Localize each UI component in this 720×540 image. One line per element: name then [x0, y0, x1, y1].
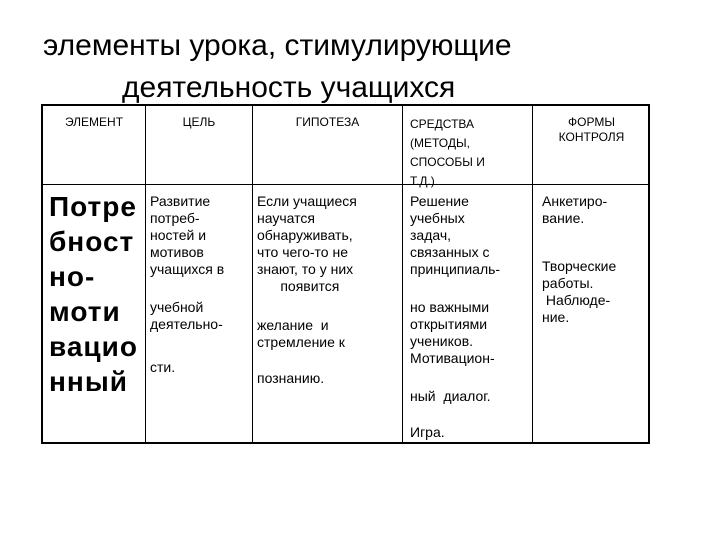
means-text-3: ный диалог. [410, 388, 491, 404]
control-text-2: Творческие работы. Наблюде- ние. [542, 258, 617, 325]
lesson-elements-table [41, 104, 650, 444]
column-divider [402, 106, 403, 442]
column-divider [145, 106, 146, 442]
header-goal: ЦЕЛЬ [182, 115, 216, 129]
header-control: ФОРМЫ КОНТРОЛЯ [558, 115, 625, 144]
page-title-line-1: элементы урока, стимулирующие [43, 29, 512, 62]
column-divider [252, 106, 253, 442]
goal-text-3: сти. [150, 359, 176, 375]
hypothesis-text-2: желание и стремление к [257, 317, 345, 350]
element-name: Потре бност но- моти вацио нный [49, 191, 138, 397]
goal-text-2: учебной деятельно- [150, 299, 223, 332]
header-means: СРЕДСТВА (МЕТОДЫ, СПОСОБЫ И Т.Д.) [410, 117, 485, 188]
header-hypothesis: ГИПОТЕЗА [295, 115, 360, 129]
header-element: ЭЛЕМЕНТ [64, 115, 124, 129]
means-text-1: Решение учебных задач, связанных с принципиаль- [410, 193, 501, 277]
header-divider [43, 184, 648, 185]
column-divider [532, 106, 533, 442]
goal-text-1: Развитие потреб- ностей и мотивов учащихся в [150, 193, 225, 277]
hypothesis-text-1: Если учащиеся научатся обнаруживать, что чего-то не знают, то у них появится [257, 193, 357, 294]
control-text-1: Анкетиро- вание. [542, 193, 608, 226]
page-title-line-2: деятельность учащихся [122, 71, 456, 104]
hypothesis-text-3: познанию. [257, 370, 325, 386]
means-text-2: но важными открытиями учеников. Мотивацион- [410, 299, 495, 366]
means-text-4: Игра. [410, 424, 445, 440]
